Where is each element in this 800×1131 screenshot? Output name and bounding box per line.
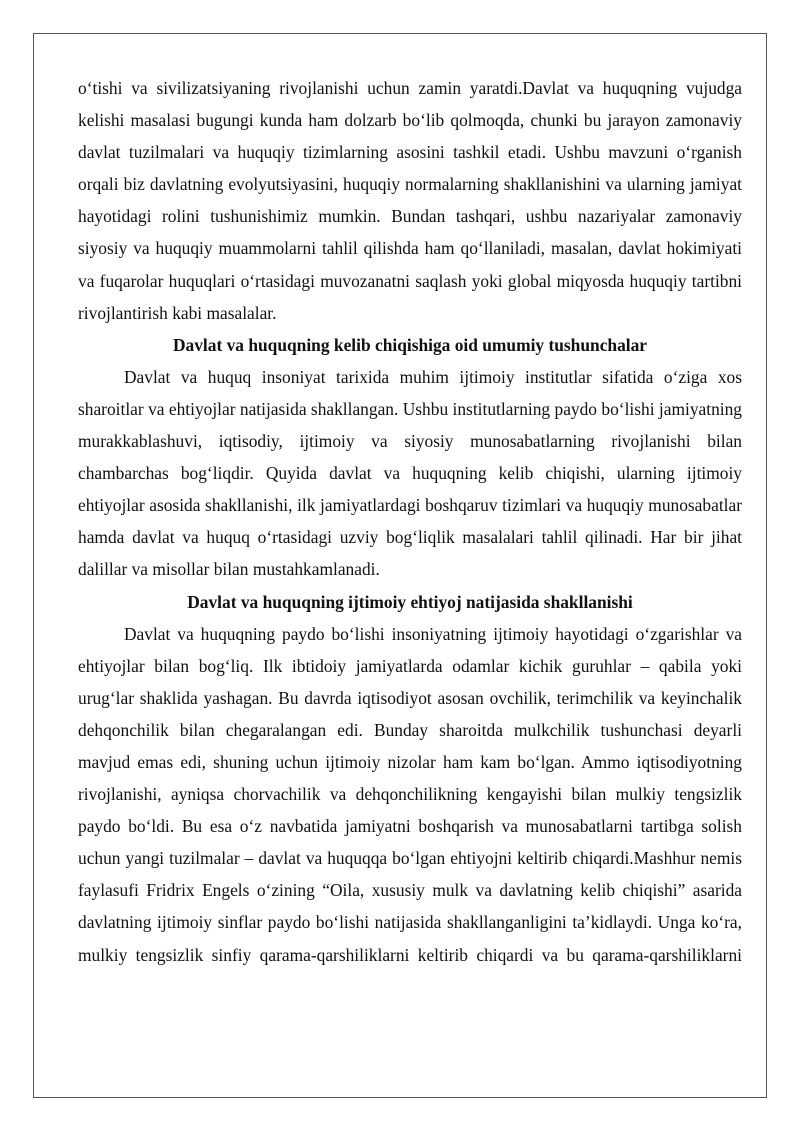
paragraph-social-need: Davlat va huquqning paydo bo‘lishi insoniyatning ijtimoiy hayotidagi o‘zgarishlar va ehtiyojlar bilan bog‘liq. Ilk ibtidoiy jamiyatlarda odamlar kichik guruhlar – qabila yoki urug‘lar shaklida yashagan. Bu davrda iqtisodiyot asosan ovchilik, terimchilik va keyinchalik dehqonchilik bilan chegaralangan edi. Bunday sharoitda mulkchilik tushunchasi deyarli mavjud emas edi, shuning uchun ijtimoiy nizolar ham kam bo‘lgan. Ammo iqtisodiyotning rivojlanishi, ayniqsa chorvachilik va dehqonchilikning kengayishi bilan mulkiy tengsizlik paydo bo‘ldi. Bu esa o‘z navbatida jamiyatni boshqarish va munosabatlarni tartibga solish uchun yangi tuzilmalar – davlat va huquqqa bo‘lgan ehtiyojni keltirib chiqardi.Mashhur nemis faylasufi Fridrix Engels o‘zining “Oila, xususiy mulk va davlatning kelib chiqishi” asarida davlatning ijtimoiy sinflar paydo bo‘lishi natijasida shakllanganligini ta’kidlaydi. Unga ko‘ra, mulkiy tengsizlik sinfiy qarama-qarshiliklarni keltirib chiqardi va bu qarama-qarshiliklarni <box>78 623 742 965</box>
paragraph-continuation: o‘tishi va sivilizatsiyaning rivojlanishi uchun zamin yaratdi.Davlat va huquqning vujudga kelishi masalasi bugungi kunda ham dolzarb bo‘lib qolmoqda, chunki bu jarayon zamonaviy davlat tuzilmalari va huquqiy tizimlarning asosini tashkil etadi. Ushbu mavzuni o‘rganish orqali biz davlatning evolyutsiyasini, huquqiy normalarning shakllanishini va ularning jamiyat hayotidagi rolini tushunishimiz mumkin. Bundan tashqari, ushbu nazariyalar zamonaviy siyosiy va huquqiy muammolarni tahlil qilishda ham qo‘llaniladi, masalan, davlat hokimiyati va fuqarolar huquqlari o‘rtasidagi muvozanatni saqlash yoki global miqyosda huquqiy tartibni rivojlantirish kabi masalalar. <box>78 78 742 323</box>
paragraph-general-concepts: Davlat va huquq insoniyat tarixida muhim ijtimoiy institutlar sifatida o‘ziga xos sharoitlar va ehtiyojlar natijasida shakllangan. Ushbu institutlarning paydo bo‘lishi jamiyatning murakkablashuvi, iqtisodiy, ijtimoiy va siyosiy munosabatlarning rivojlanishi bilan chambarchas bog‘liqdir. Quyida davlat va huquqning kelib chiqishi, ularning ijtimoiy ehtiyojlar asosida shakllanishi, ilk jamiyatlardagi boshqaruv tizimlari va huquqiy munosabatlar hamda davlat va huquq o‘rtasidagi uzviy bog‘liqlik masalalari tahlil qilinadi. Har bir jihat dalillar va misollar bilan mustahkamlanadi. <box>78 366 742 580</box>
section-heading-social-need: Davlat va huquqning ijtimoiy ehtiyoj natijasida shakllanishi <box>187 591 633 612</box>
section-heading-general-concepts: Davlat va huquqning kelib chiqishiga oid umumiy tushunchalar <box>172 334 648 355</box>
document-body <box>78 72 742 971</box>
